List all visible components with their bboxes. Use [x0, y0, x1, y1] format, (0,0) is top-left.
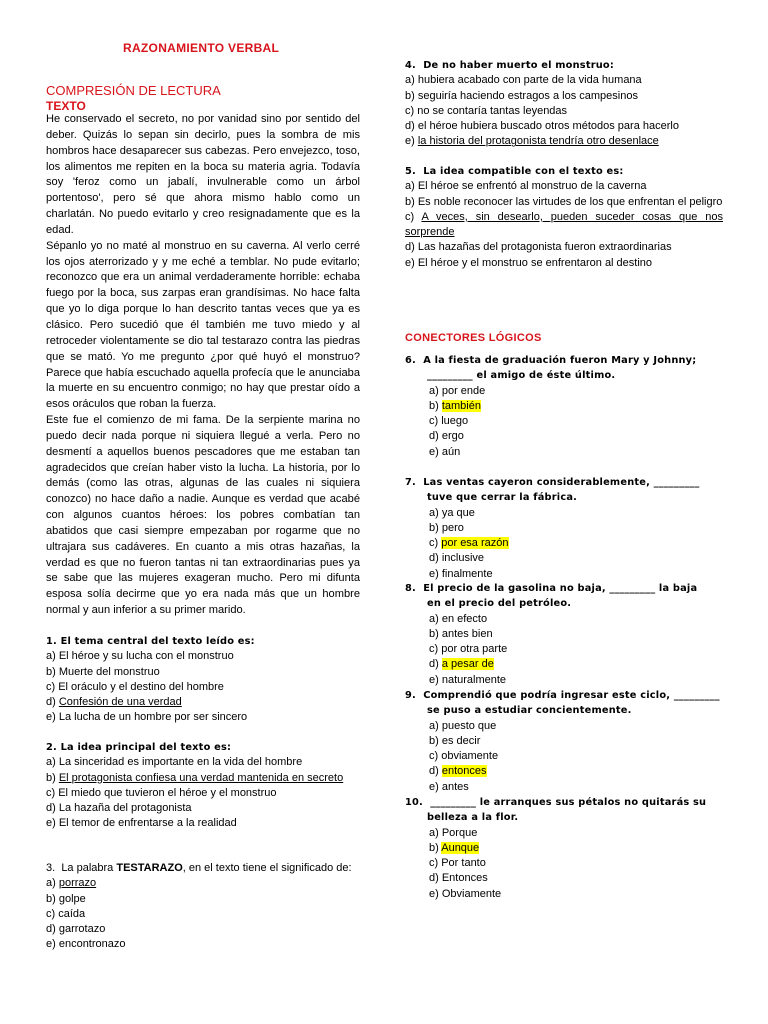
question-1-stem	[46, 634, 362, 649]
question-10-line2: belleza a la flor.	[427, 812, 519, 824]
option-a: a) por ende	[429, 384, 486, 397]
option-b-highlighted: Aunque	[441, 841, 480, 854]
question-7-line1	[405, 475, 723, 490]
question-2-stem	[46, 740, 362, 755]
option-b: b) antes bien	[429, 627, 493, 640]
question-text: El tema central del texto leído es:	[60, 636, 255, 647]
option-e: e) El temor de enfrentarse a la realidad	[46, 817, 237, 830]
question-number: 3.	[46, 862, 56, 874]
question-3	[46, 861, 362, 953]
option-d-highlighted: entonces	[441, 765, 487, 778]
option-d: d) Las hazañas del protagonista fueron extraordinarias	[405, 241, 672, 254]
option-a: a) en efecto	[429, 612, 488, 625]
option-a: a) La sinceridad es importante en la vida del hombre	[46, 756, 303, 769]
option-c: c) obviamente	[429, 750, 499, 763]
option-c-highlighted: por esa razón	[441, 537, 509, 550]
option-a: a) puesto que	[429, 719, 497, 732]
question-4-stem	[405, 58, 723, 73]
question-number: 10.	[405, 797, 423, 808]
option-c: c) El oráculo y el destino del hombre	[46, 680, 224, 693]
question-3-stem	[46, 861, 362, 876]
question-number: 2.	[46, 742, 57, 753]
option-d-highlighted: a pesar de	[441, 658, 494, 671]
question-number: 9.	[405, 690, 416, 701]
question-text: La idea compatible con el texto es:	[423, 166, 624, 177]
option-d: d) entonces	[429, 765, 487, 778]
question-1	[46, 634, 362, 726]
question-number: 6.	[405, 355, 416, 366]
question-keyword: TESTARAZO	[116, 862, 183, 874]
option-c: c) El miedo que tuvieron el héroe y el monstruo	[46, 786, 277, 799]
question-number: 1.	[46, 636, 57, 647]
question-text-pre: La palabra	[61, 862, 114, 874]
question-7	[405, 475, 723, 582]
question-10	[405, 795, 723, 902]
section-title-conectores: CONECTORES LÓGICOS	[405, 332, 542, 344]
option-d: d) La hazaña del protagonista	[46, 802, 192, 815]
question-text-post: , en el texto tiene el significado de:	[182, 862, 352, 874]
option-e: e) la historia del protagonista tendría otro desenlace	[405, 135, 659, 148]
option-c-underlined: A veces, sin desearlo, pueden suceder cosas que nos sorprende	[405, 210, 723, 239]
option-e: e) aún	[429, 445, 461, 458]
question-5-stem	[405, 164, 723, 179]
option-e: e) El héroe y el monstruo se enfrentaron al destino	[405, 256, 653, 269]
question-7-line2: tuve que cerrar la fábrica.	[427, 492, 578, 504]
question-2	[46, 740, 362, 832]
option-c: c) por otra parte	[429, 643, 508, 656]
question-text: _________ le arranques sus pétalos no quitarás su	[430, 797, 707, 808]
question-8-line2: en el precio del petróleo.	[427, 598, 572, 610]
question-9	[405, 688, 723, 795]
option-b: b) Muerte del monstruo	[46, 665, 160, 678]
question-number: 8.	[405, 583, 416, 594]
question-number: 7.	[405, 477, 416, 488]
section-title-comprension: COMPRESIÓN DE LECTURA	[46, 83, 221, 98]
question-number: 4.	[405, 60, 416, 71]
question-text: A la fiesta de graduación fueron Mary y Johnny;	[423, 355, 697, 366]
option-d: d) Entonces	[429, 872, 488, 885]
option-e-underlined: la historia del protagonista tendría otro desenlace	[417, 135, 659, 148]
option-b: b) también	[429, 399, 481, 412]
option-b: b) Es noble reconocer las virtudes de los que enfrentan el peligro	[405, 195, 723, 208]
question-6-line2: _________ el amigo de éste último.	[427, 370, 616, 382]
option-d: d) a pesar de	[429, 658, 494, 671]
option-d: d) garrotazo	[46, 923, 106, 936]
question-8	[405, 581, 723, 688]
texto-label: TEXTO	[46, 99, 86, 113]
reading-passage	[46, 112, 360, 619]
option-e: e) naturalmente	[429, 673, 507, 686]
option-d: d) Confesión de una verdad	[46, 696, 182, 709]
option-a: a) Porque	[429, 826, 478, 839]
option-a-underlined: porrazo	[58, 877, 97, 890]
question-5	[405, 164, 723, 271]
option-c: c) A veces, sin desearlo, pueden suceder cosas que nos sorprende	[405, 210, 723, 239]
question-text: De no haber muerto el monstruo:	[423, 60, 614, 71]
option-a: a) El héroe se enfrentó al monstruo de la caverna	[405, 180, 647, 193]
option-e: e) La lucha de un hombre por ser sincero	[46, 711, 248, 724]
option-b: b) es decir	[429, 734, 481, 747]
question-number: 5.	[405, 166, 416, 177]
question-9-line2: se puso a estudiar concientemente.	[427, 705, 632, 717]
question-6-line1	[405, 353, 723, 368]
option-b: b) pero	[429, 521, 464, 534]
question-10-line1	[405, 795, 723, 810]
option-a: a) El héroe y su lucha con el monstruo	[46, 650, 234, 663]
question-text: El precio de la gasolina no baja, _________ la baja	[423, 583, 698, 594]
question-text: La idea principal del texto es:	[60, 742, 232, 753]
option-c: c) luego	[429, 415, 469, 428]
question-6	[405, 353, 723, 460]
option-d: d) ergo	[429, 430, 464, 443]
option-c: c) caída	[46, 907, 86, 920]
option-e: e) Obviamente	[429, 887, 502, 900]
option-e: e) encontronazo	[46, 938, 126, 951]
option-e: e) antes	[429, 780, 469, 793]
page-title: RAZONAMIENTO VERBAL	[123, 41, 280, 55]
option-b: b) Aunque	[429, 841, 480, 854]
question-text: Comprendió que podría ingresar este ciclo, _________	[423, 690, 720, 701]
option-c: c) Por tanto	[429, 857, 486, 870]
option-b: b) golpe	[46, 892, 86, 905]
option-a: a) porrazo	[46, 877, 97, 890]
passage-paragraph-2: Sépanlo yo no maté al monstruo en su caverna. Al verlo cerré los ojos aterrorizado y y me eché a temblar. No pude evitarlo; reconozco que era un animal verdaderamente horrible: echaba fuego por la boca, sus zarpas eran grandísimas. No hace falta que yo lo diga porque lo han descrito tantas veces que ya es clásico. Pero sucedió que él también me tuvo miedo y al retroceder violentamente se dio tal testarazo contra las piedras que se mató. Yo me pregunto ¿por qué huyó el monstruo? Parece que había escuchado aquella profecía que le anunciaba la muerte en su encuentro conmigo; no hay que prestar oído a esos oráculos que roban la fuerza.	[46, 239, 360, 411]
passage-paragraph-1: He conservado el secreto, no por vanidad sino por sentido del deber. Quizás lo sepan sin decirlo, pues la sombra de mis hombros hace desaparecer sus cabezas. Pero envejezco, toso, los alimentos me repiten en la boca su materia agria. Todavía soy 'feroz como un jabalí, invulnerable como un árbol portentoso', pero sé que ahora mismo hablo como un charlatán. No puedo evitarlo y creo resignadamente que es la edad.	[46, 113, 360, 236]
option-b-underlined: El protagonista confiesa una verdad mantenida en secreto	[58, 771, 344, 784]
option-b-highlighted: también	[441, 399, 481, 412]
option-e: e) finalmente	[429, 567, 493, 580]
question-4	[405, 58, 723, 150]
question-8-line1	[405, 581, 723, 596]
option-d: d) inclusive	[429, 552, 485, 565]
option-c: c) por esa razón	[429, 537, 509, 550]
option-a: a) hubiera acabado con parte de la vida humana	[405, 74, 642, 87]
option-b: b) seguiría haciendo estragos a los campesinos	[405, 89, 638, 102]
question-text: Las ventas cayeron considerablemente, _________	[423, 477, 700, 488]
option-a: a) ya que	[429, 506, 475, 519]
option-d: d) el héroe hubiera buscado otros métodos para hacerlo	[405, 120, 679, 133]
option-b: b) El protagonista confiesa una verdad mantenida en secreto	[46, 771, 344, 784]
question-9-line1	[405, 688, 723, 703]
option-c: c) no se contaría tantas leyendas	[405, 104, 568, 117]
option-d-underlined: Confesión de una verdad	[58, 696, 182, 709]
passage-paragraph-3: Este fue el comienzo de mi fama. De la serpiente marina no puedo decir nada porque ni siquiera llegué a verla. Pero no desmentí a aquellos buenos pescadores que me estaban tan agradecidos que creían haber visto la lucha. La historia, por lo demás (como las otras, algunas de las cuales ni siquiera conozco) no hace daño a nadie. Aunque es verdad que acabé con algunos cuantos héroes: los pobres combatían tan abatidos que casi siempre empezaban por rogarme que no ultrajara sus cadáveres. En cuanto a mis otras hazañas, la verdad es que no fueron tantas ni tan extraordinarias pues ya se sabe que las mujeres exageran mucho. Pero mi difunta esposa solía decirme que yo era nada más que un hombre normal y aun inferior a su primer marido.	[46, 414, 360, 617]
